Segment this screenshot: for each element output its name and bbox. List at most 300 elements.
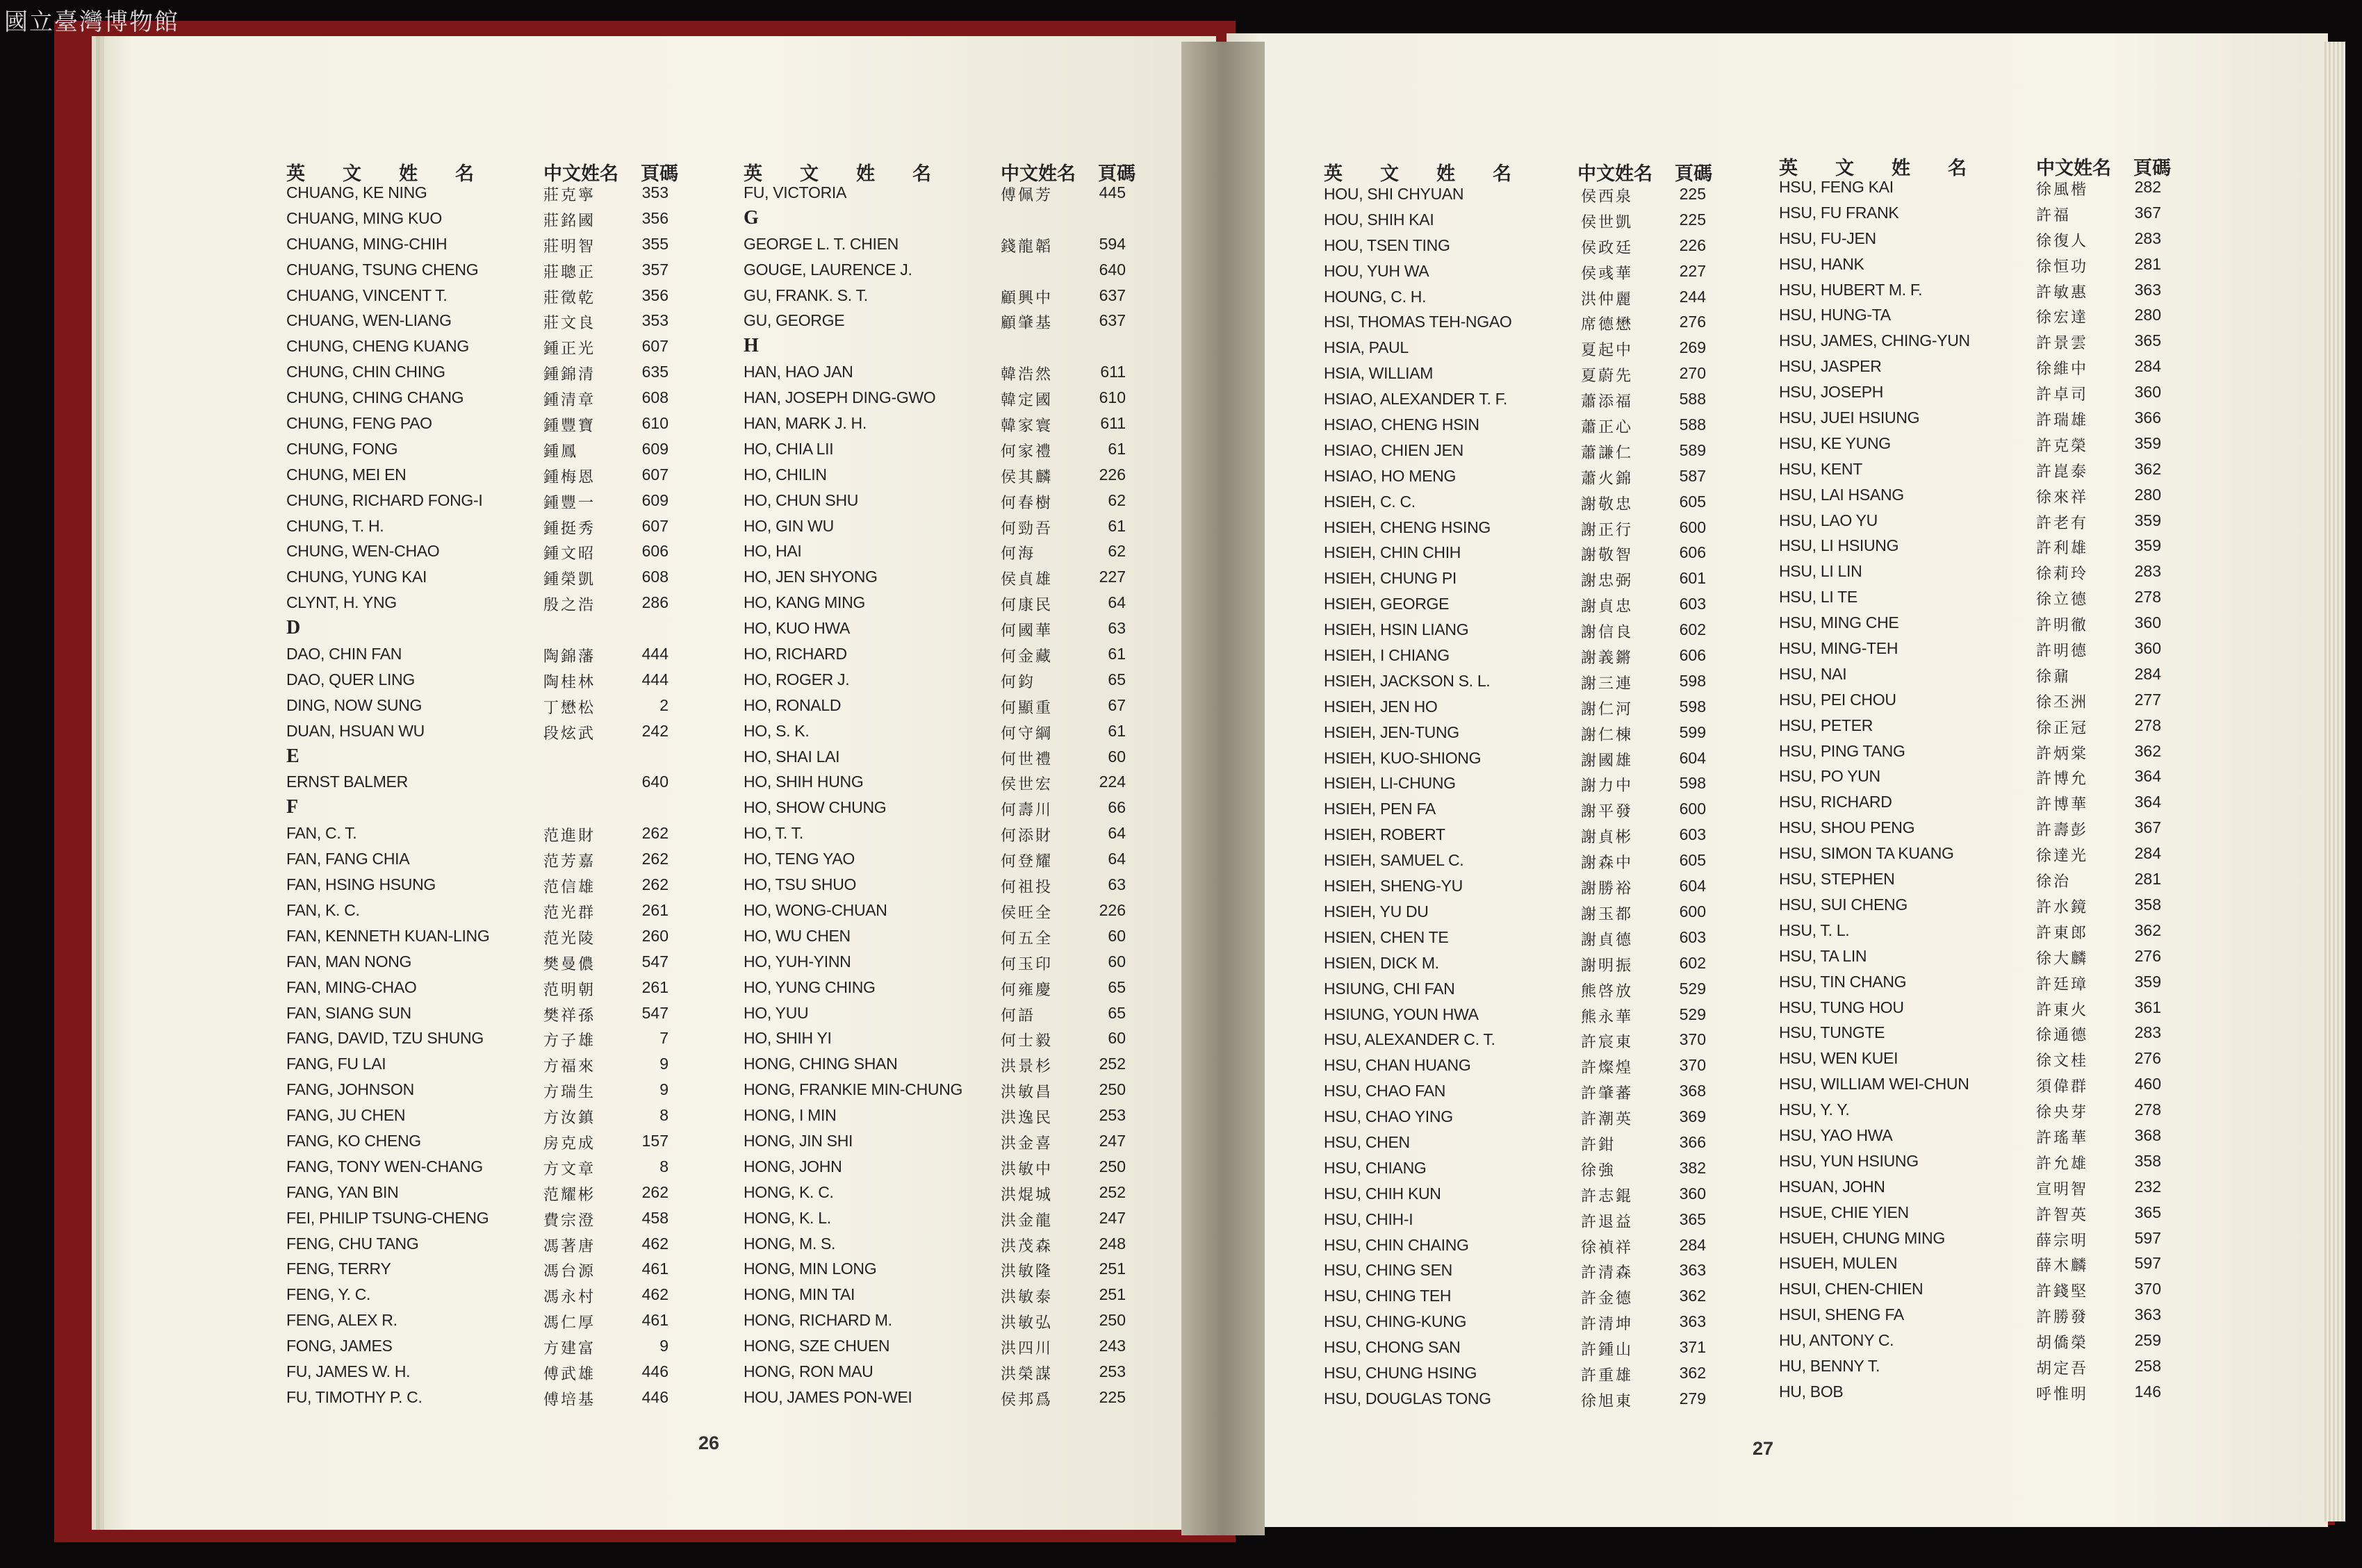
- english-name: HSIEH, PEN FA: [1324, 800, 1436, 818]
- index-entry: [1324, 774, 1713, 800]
- index-entry: [1324, 1287, 1713, 1312]
- chinese-name: 陶桂林: [543, 673, 596, 691]
- page-ref: 358: [2134, 895, 2161, 914]
- chinese-name: 熊永華: [1581, 1008, 1634, 1026]
- index-entry: [744, 927, 1133, 952]
- chinese-name: 徐禎祥: [1581, 1239, 1634, 1257]
- page-ref: 225: [1679, 185, 1706, 203]
- chinese-name: 鍾清章: [543, 392, 596, 410]
- chinese-name: 馮永村: [543, 1289, 596, 1307]
- chinese-name: 蕭正心: [1581, 419, 1634, 437]
- chinese-name: 謝仁河: [1581, 700, 1634, 718]
- english-name: HSIEN, CHEN TE: [1324, 927, 1449, 946]
- index-entry: [1779, 844, 2168, 870]
- index-entry: [1779, 870, 2168, 896]
- page-ref: 250: [1099, 1080, 1126, 1099]
- index-entry: [286, 491, 682, 517]
- index-entry: [286, 542, 682, 568]
- chinese-name: 錢龍韜: [1001, 238, 1053, 256]
- index-entry: [1324, 288, 1713, 313]
- page-ref: 283: [2134, 562, 2161, 581]
- chinese-name: 徐旭東: [1581, 1392, 1634, 1410]
- chinese-name: 許克榮: [2036, 437, 2089, 455]
- index-entry: [1779, 1229, 2168, 1255]
- english-name: HU, ANTONY C.: [1779, 1331, 1894, 1350]
- page-ref: 359: [2134, 434, 2161, 452]
- english-name: DUAN, HSUAN WU: [286, 721, 425, 740]
- english-name: CHUNG, WEN-CHAO: [286, 542, 440, 561]
- page-ref: 605: [1679, 492, 1706, 511]
- page-ref: 366: [2134, 408, 2161, 427]
- english-name: HO, CHIA LII: [744, 439, 834, 458]
- page-ref: 603: [1679, 927, 1706, 946]
- page-ref: 258: [2134, 1356, 2161, 1375]
- english-name: HSU, CHIANG: [1324, 1158, 1427, 1177]
- index-entry: [1324, 1056, 1713, 1082]
- page-ref: 370: [2134, 1280, 2161, 1298]
- english-name: HO, T. T.: [744, 824, 803, 843]
- index-entry: [744, 1388, 1133, 1414]
- english-name: HSIEH, JACKSON S. L.: [1324, 671, 1491, 690]
- index-entry: [1779, 665, 2168, 691]
- english-name: HSU, JOSEPH: [1779, 383, 1884, 402]
- index-rows: [744, 183, 1133, 1414]
- index-entry: [1324, 185, 1713, 211]
- index-entry: [1779, 331, 2168, 357]
- page-ref: 599: [1679, 723, 1706, 741]
- chinese-name: 許智英: [2036, 1206, 2089, 1224]
- chinese-name: 宣明智: [2036, 1180, 2089, 1198]
- page-ref: 247: [1099, 1208, 1126, 1227]
- english-name: HSIEH, CHENG HSING: [1324, 518, 1491, 536]
- chinese-name: 呼惟明: [2036, 1385, 2089, 1403]
- page-ref: 253: [1099, 1362, 1126, 1380]
- page-ref: 247: [1099, 1131, 1126, 1150]
- page-ref: 444: [641, 645, 669, 663]
- english-name: HOU, SHIH KAI: [1324, 210, 1434, 229]
- english-name: FANG, YAN BIN: [286, 1182, 399, 1201]
- index-entry: [286, 1388, 682, 1414]
- english-name: HSIA, WILLIAM: [1324, 364, 1434, 383]
- page-ref: 359: [2134, 511, 2161, 529]
- chinese-name: 徐央芽: [2036, 1104, 2089, 1122]
- english-name: FANG, DAVID, TZU SHUNG: [286, 1029, 484, 1048]
- index-entry: [1324, 620, 1713, 646]
- index-entry: [286, 183, 682, 209]
- index-entry: [286, 824, 682, 850]
- index-entry: [1779, 947, 2168, 973]
- page-ref: 8: [659, 1106, 669, 1125]
- chinese-name: 許東火: [2036, 1001, 2089, 1019]
- index-entry: [744, 1285, 1133, 1311]
- letter-heading: F: [286, 796, 298, 818]
- page-ref: 365: [2134, 1203, 2161, 1221]
- page-ref: 62: [1108, 542, 1126, 561]
- chinese-name: 樊曼儂: [543, 955, 596, 973]
- page-ref: 607: [641, 465, 669, 484]
- index-entry: [1324, 672, 1713, 698]
- index-entry: [744, 798, 1133, 824]
- page-ref: 362: [2134, 741, 2161, 760]
- chinese-name: 何士毅: [1001, 1032, 1053, 1050]
- english-name: HSU, YAO HWA: [1779, 1125, 1893, 1144]
- index-entry: [286, 1183, 682, 1209]
- chinese-name: 侯世宏: [1001, 776, 1053, 794]
- page-ref: 232: [2134, 1177, 2161, 1196]
- chinese-name: 鍾榮凱: [543, 571, 596, 589]
- page-ref: 602: [1679, 953, 1706, 972]
- index-entry: [1779, 767, 2168, 793]
- index-entry: [1324, 1133, 1713, 1159]
- english-name: HO, TSU SHUO: [744, 875, 857, 894]
- chinese-name: 侯政廷: [1581, 239, 1634, 257]
- chinese-name: 鍾豐一: [543, 494, 596, 512]
- page-ref: 281: [2134, 254, 2161, 273]
- chinese-name: 許東郎: [2036, 924, 2089, 942]
- chinese-name: 許老有: [2036, 514, 2089, 532]
- english-name: HONG, K. C.: [744, 1182, 834, 1201]
- page-ref: 63: [1108, 875, 1126, 894]
- english-name: FAN, FANG CHIA: [286, 850, 410, 868]
- chinese-name: 侯貞雄: [1001, 571, 1053, 589]
- index-entry: [286, 1311, 682, 1337]
- index-entry: [1324, 262, 1713, 288]
- english-name: HSU, JASPER: [1779, 357, 1882, 376]
- page-ref: 364: [2134, 793, 2161, 811]
- chinese-name: 鍾鳳: [543, 443, 579, 461]
- chinese-name: 許清坤: [1581, 1316, 1634, 1334]
- page-number-right: 27: [1753, 1438, 1774, 1459]
- index-entry: [286, 1362, 682, 1388]
- english-name: HSU, PEI CHOU: [1779, 690, 1896, 709]
- english-name: HSIAO, CHENG HSIN: [1324, 415, 1479, 434]
- index-entry: [744, 235, 1133, 261]
- chinese-name: 洪金喜: [1001, 1134, 1053, 1153]
- page-ref: 2: [659, 695, 669, 714]
- page-ref: 529: [1679, 979, 1706, 998]
- english-name: FANG, JOHNSON: [286, 1080, 414, 1099]
- english-name: HONG, JOHN: [744, 1157, 842, 1175]
- index-entry: [1779, 1305, 2168, 1331]
- page-ref: 363: [1679, 1312, 1706, 1331]
- chinese-name: 侯西泉: [1581, 188, 1634, 206]
- english-name: HSUI, SHENG FA: [1779, 1305, 1904, 1324]
- page-ref: 367: [2134, 818, 2161, 837]
- index-entry: [744, 722, 1133, 748]
- index-entry: [744, 824, 1133, 850]
- english-name: CHUNG, RICHARD FONG-I: [286, 490, 483, 509]
- page-ref: 261: [641, 900, 669, 919]
- chinese-name: 謝信良: [1581, 624, 1634, 642]
- index-entry: [1324, 493, 1713, 518]
- page-ref: 284: [2134, 357, 2161, 376]
- index-entry: [286, 388, 682, 414]
- index-entry: [1779, 716, 2168, 742]
- page-ref: 356: [641, 286, 669, 304]
- english-name: HSU, PING TANG: [1779, 741, 1905, 760]
- chinese-name: 范明朝: [543, 981, 596, 999]
- index-entry: [744, 1004, 1133, 1030]
- index-rows: [1324, 185, 1713, 1415]
- english-name: HSU, KENT: [1779, 459, 1862, 478]
- page-ref: 606: [641, 542, 669, 561]
- index-entry: [1779, 229, 2168, 255]
- chinese-name: 謝玉都: [1581, 905, 1634, 923]
- page-ref: 276: [2134, 1049, 2161, 1068]
- page-ref: 146: [2134, 1382, 2161, 1401]
- chinese-name: 許利雄: [2036, 540, 2089, 558]
- english-name: HSIEH, CHIN CHIH: [1324, 543, 1461, 562]
- header-page: 頁碼: [1098, 163, 1135, 184]
- english-name: HO, TENG YAO: [744, 850, 855, 868]
- page-ref: 284: [1679, 1235, 1706, 1254]
- index-entry: [1324, 390, 1713, 415]
- chinese-name: 許金德: [1581, 1290, 1634, 1308]
- english-name: HSU, CHIH-I: [1324, 1210, 1413, 1228]
- english-name: HO, KANG MING: [744, 593, 866, 612]
- english-name: FAN, MAN NONG: [286, 952, 412, 971]
- page-ref: 7: [659, 1029, 669, 1048]
- index-entry: [1324, 1185, 1713, 1210]
- chinese-name: 許志錕: [1581, 1187, 1634, 1205]
- page-ref: 364: [2134, 767, 2161, 786]
- index-entry: [1324, 825, 1713, 851]
- page-ref: 597: [2134, 1254, 2161, 1273]
- english-name: HSIAO, CHIEN JEN: [1324, 440, 1463, 459]
- page-ref: 262: [641, 850, 669, 868]
- page-ref: 460: [2134, 1075, 2161, 1094]
- chinese-name: 徐來祥: [2036, 488, 2089, 506]
- chinese-name: 徐正冠: [2036, 719, 2089, 737]
- english-name: CHUANG, WEN-LIANG: [286, 311, 452, 330]
- chinese-name: 謝正行: [1581, 521, 1634, 539]
- english-name: HO, SHAI LAI: [744, 747, 840, 766]
- index-entry: [744, 952, 1133, 978]
- english-name: HO, SHOW CHUNG: [744, 798, 887, 817]
- index-entry: [1779, 1049, 2168, 1075]
- page-ref: 594: [1099, 234, 1126, 253]
- english-name: HONG, MIN LONG: [744, 1260, 877, 1278]
- page-ref: 65: [1108, 977, 1126, 996]
- english-name: HSUEH, CHUNG MING: [1779, 1228, 1945, 1247]
- chinese-name: 洪敏弘: [1001, 1314, 1053, 1332]
- index-entry: [1779, 204, 2168, 229]
- chinese-name: 方文章: [543, 1160, 596, 1178]
- section-letter: [286, 745, 682, 773]
- index-entry: [1324, 1312, 1713, 1338]
- page-ref: 253: [1099, 1106, 1126, 1125]
- chinese-name: 馮著唐: [543, 1237, 596, 1255]
- chinese-name: 顧興中: [1001, 289, 1053, 307]
- chinese-name: 何語: [1001, 1007, 1036, 1025]
- index-entry: [744, 645, 1133, 670]
- english-name: FANG, TONY WEN-CHANG: [286, 1157, 483, 1175]
- index-entry: [744, 1183, 1133, 1209]
- page-ref: 282: [2134, 178, 2161, 196]
- chinese-name: 謝貞忠: [1581, 598, 1634, 616]
- english-name: HONG, JIN SHI: [744, 1131, 853, 1150]
- index-entry: [286, 1004, 682, 1030]
- english-name: HONG, RON MAU: [744, 1362, 874, 1380]
- chinese-name: 侯邦爲: [1001, 1391, 1053, 1409]
- page-ref: 589: [1679, 440, 1706, 459]
- page-ref: 280: [2134, 306, 2161, 324]
- english-name: HO, HAI: [744, 542, 802, 561]
- page-ref: 637: [1099, 311, 1126, 330]
- english-name: HSU, STEPHEN: [1779, 870, 1895, 889]
- english-name: HSU, CHAO YING: [1324, 1107, 1453, 1126]
- index-entry: [1779, 357, 2168, 383]
- index-entry: [744, 261, 1133, 286]
- english-name: FENG, CHU TANG: [286, 1234, 419, 1253]
- page-ref: 252: [1099, 1182, 1126, 1201]
- english-name: HSIAO, ALEXANDER T. F.: [1324, 390, 1507, 408]
- index-entry: [744, 670, 1133, 696]
- english-name: HO, WONG-CHUAN: [744, 900, 887, 919]
- index-entry: [1324, 569, 1713, 595]
- page-ref: 62: [1108, 490, 1126, 509]
- index-entry: [1324, 1210, 1713, 1236]
- english-name: HSU, CHUNG HSING: [1324, 1363, 1477, 1382]
- chinese-name: 鍾錦清: [543, 366, 596, 384]
- index-entry: [1324, 1236, 1713, 1262]
- english-name: HO, SHIH YI: [744, 1029, 832, 1048]
- page-ref: 9: [659, 1080, 669, 1099]
- english-name: CHUANG, VINCENT T.: [286, 286, 448, 304]
- book-gutter: [1181, 42, 1265, 1535]
- chinese-name: 方福來: [543, 1058, 596, 1076]
- chinese-name: 范進財: [543, 827, 596, 845]
- index-entry: [1324, 723, 1713, 749]
- english-name: CLYNT, H. YNG: [286, 593, 397, 612]
- page-ref: 61: [1108, 721, 1126, 740]
- chinese-name: 洪焜城: [1001, 1186, 1053, 1204]
- index-entry: [1779, 1331, 2168, 1357]
- page-ref: 606: [1679, 543, 1706, 562]
- index-entry: [1779, 1023, 2168, 1049]
- index-entry: [1779, 896, 2168, 921]
- english-name: HSIEH, YU DU: [1324, 902, 1429, 921]
- page-edges: [2324, 42, 2345, 1521]
- page-ref: 366: [1679, 1132, 1706, 1151]
- english-name: HOU, SHI CHYUAN: [1324, 185, 1464, 203]
- index-entry: [1779, 588, 2168, 613]
- page-ref: 370: [1679, 1056, 1706, 1075]
- page-ref: 600: [1679, 518, 1706, 536]
- index-entry: [1324, 1030, 1713, 1056]
- chinese-name: 許勝發: [2036, 1309, 2089, 1327]
- header-chinese-name: 中文姓名: [1001, 163, 1076, 184]
- english-name: FENG, ALEX R.: [286, 1311, 397, 1330]
- header-page: 頁碼: [1675, 163, 1712, 184]
- index-entry: [744, 1337, 1133, 1362]
- english-name: HSU, KE YUNG: [1779, 434, 1891, 452]
- chinese-name: 何壽川: [1001, 802, 1053, 820]
- chinese-name: 許潮英: [1581, 1111, 1634, 1129]
- section-letter: [744, 337, 1133, 363]
- chinese-name: 謝仁棟: [1581, 726, 1634, 744]
- index-entry: [1324, 1364, 1713, 1389]
- chinese-name: 莊明智: [543, 238, 596, 256]
- chinese-name: 何世禮: [1001, 750, 1053, 768]
- index-entry: [1324, 518, 1713, 544]
- chinese-name: 謝明振: [1581, 957, 1634, 975]
- english-name: HONG, CHING SHAN: [744, 1055, 898, 1073]
- index-entry: [744, 1080, 1133, 1106]
- page-ref: 361: [2134, 998, 2161, 1016]
- index-entry: [286, 1055, 682, 1080]
- page-ref: 61: [1108, 516, 1126, 535]
- index-entry: [286, 235, 682, 261]
- index-entry: [744, 748, 1133, 773]
- chinese-name: 許明德: [2036, 643, 2089, 661]
- header-page: 頁碼: [641, 163, 678, 184]
- english-name: HO, YUU: [744, 1003, 809, 1022]
- column-header: [744, 158, 1133, 183]
- chinese-name: 徐恒功: [2036, 258, 2089, 276]
- page-ref: 462: [641, 1234, 669, 1253]
- page-ref: 362: [1679, 1287, 1706, 1305]
- english-name: HSU, SHOU PENG: [1779, 818, 1915, 837]
- page-ref: 63: [1108, 619, 1126, 638]
- index-entry: [744, 183, 1133, 209]
- page-ref: 278: [2134, 716, 2161, 734]
- english-name: HSU, CHIH KUN: [1324, 1184, 1441, 1203]
- page-ref: 444: [641, 670, 669, 688]
- index-entry: [1779, 691, 2168, 716]
- index-entry: [1779, 460, 2168, 486]
- page-ref: 446: [641, 1362, 669, 1380]
- page-ref: 353: [641, 183, 669, 201]
- index-entry: [1779, 1152, 2168, 1178]
- chinese-name: 許宸東: [1581, 1034, 1634, 1052]
- english-name: HSU, TUNG HOU: [1779, 998, 1904, 1016]
- english-name: HSU, HANK: [1779, 254, 1864, 273]
- index-entry: [1779, 383, 2168, 408]
- page-ref: 598: [1679, 697, 1706, 716]
- chinese-name: 方瑞生: [543, 1084, 596, 1102]
- page-ref: 607: [641, 516, 669, 535]
- english-name: HSUAN, JOHN: [1779, 1177, 1885, 1196]
- index-entry: [286, 670, 682, 696]
- english-name: FAN, SIANG SUN: [286, 1003, 411, 1022]
- index-entry: [1324, 1159, 1713, 1185]
- page-ref: 609: [641, 439, 669, 458]
- letter-heading: E: [286, 745, 300, 767]
- chinese-name: 何祖投: [1001, 879, 1053, 897]
- index-entry: [1779, 178, 2168, 204]
- chinese-name: 薛宗明: [2036, 1232, 2089, 1250]
- chinese-name: 鍾豐寶: [543, 418, 596, 436]
- page-ref: 601: [1679, 569, 1706, 588]
- page-ref: 362: [2134, 921, 2161, 939]
- page-ref: 64: [1108, 850, 1126, 868]
- index-entry: [744, 1055, 1133, 1080]
- index-entry: [1324, 698, 1713, 723]
- index-entry: [1779, 818, 2168, 844]
- index-entry: [744, 875, 1133, 901]
- index-entry: [744, 1132, 1133, 1157]
- chinese-name: 徐大麟: [2036, 950, 2089, 968]
- page-ref: 611: [1100, 363, 1126, 381]
- index-entry: [286, 209, 682, 235]
- page-ref: 360: [1679, 1184, 1706, 1203]
- chinese-name: 何春樹: [1001, 494, 1053, 512]
- english-name: HSU, T. L.: [1779, 921, 1850, 939]
- english-name: CHUNG, CHIN CHING: [286, 363, 445, 381]
- index-entry: [744, 363, 1133, 388]
- page-ref: 597: [2134, 1228, 2161, 1247]
